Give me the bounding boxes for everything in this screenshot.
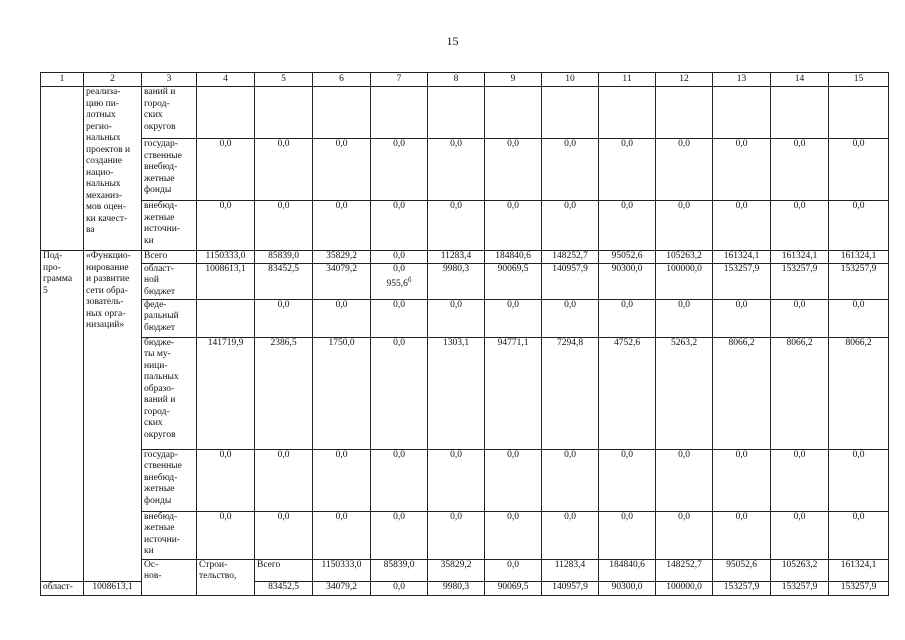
source-label: Всего bbox=[255, 559, 313, 581]
source-label: ваний и город- ских округов bbox=[142, 87, 197, 139]
source-label: Всего bbox=[142, 251, 197, 264]
value-cell: 1150333,0 bbox=[197, 251, 255, 264]
value-cell: 0,0 bbox=[656, 511, 713, 559]
page-number: 15 bbox=[446, 34, 459, 48]
column-header: 6 bbox=[313, 73, 371, 87]
column-header: 11 bbox=[599, 73, 656, 87]
value-cell: 0,0 bbox=[542, 201, 599, 251]
value-cell: 0,0 bbox=[713, 299, 771, 337]
value-cell: 0,0 bbox=[371, 581, 428, 595]
table-row bbox=[41, 87, 889, 139]
value-cell: 8066,2 bbox=[713, 337, 771, 449]
value-cell: 1008613,1 bbox=[84, 581, 142, 595]
value-cell: 0,0 bbox=[197, 139, 255, 201]
value-cell: 0,0 bbox=[313, 299, 371, 337]
value-cell: 1750,0 bbox=[313, 337, 371, 449]
name-cell: Строи- тельство, bbox=[197, 559, 255, 595]
value-cell: 161324,1 bbox=[771, 251, 829, 264]
source-label: област- bbox=[41, 581, 84, 595]
source-label: област- ной бюджет bbox=[142, 263, 197, 299]
value-cell: 0,0 bbox=[829, 139, 889, 201]
table-row bbox=[41, 251, 889, 264]
value-cell: 0,0 bbox=[485, 139, 542, 201]
value-cell: 4752,6 bbox=[599, 337, 656, 449]
value-cell: 0,0 bbox=[485, 511, 542, 559]
source-label: внебюд- жетные источни- ки bbox=[142, 201, 197, 251]
value-cell: 35829,2 bbox=[428, 559, 485, 581]
column-header: 12 bbox=[656, 73, 713, 87]
value-cell: 0,0 bbox=[255, 511, 313, 559]
value-cell: 0,0 bbox=[313, 449, 371, 511]
value-cell: 153257,9 bbox=[771, 581, 829, 595]
value-cell: 0,0 bbox=[428, 299, 485, 337]
value-cell bbox=[656, 87, 713, 139]
code-cell bbox=[41, 87, 84, 251]
value-cell: 0,0 bbox=[371, 511, 428, 559]
value-cell: 8066,2 bbox=[829, 337, 889, 449]
value-cell: 5263,2 bbox=[656, 337, 713, 449]
value-cell: 0,0 bbox=[599, 139, 656, 201]
value-cell: 0,0 bbox=[829, 201, 889, 251]
value-cell: 0,0 bbox=[371, 251, 428, 264]
value-cell: 1303,1 bbox=[428, 337, 485, 449]
value-cell: 95052,6 bbox=[599, 251, 656, 264]
column-header: 4 bbox=[197, 73, 255, 87]
table-row bbox=[41, 449, 889, 511]
value-cell: 0,0 bbox=[428, 201, 485, 251]
value-cell: 140957,9 bbox=[542, 581, 599, 595]
source-label: бюдже- ты му- ници- пальных образо- ваний и город- ских округов bbox=[142, 337, 197, 449]
value-cell: 0,0 bbox=[428, 449, 485, 511]
value-cell: 141719,9 bbox=[197, 337, 255, 449]
table-row bbox=[41, 263, 889, 299]
value-cell: 0,0 bbox=[771, 511, 829, 559]
value-cell bbox=[829, 87, 889, 139]
value-cell: 0,0 bbox=[428, 511, 485, 559]
value-cell: 90069,5 bbox=[485, 263, 542, 299]
column-header: 3 bbox=[142, 73, 197, 87]
value-cell bbox=[197, 87, 255, 139]
value-cell: 0,0 bbox=[713, 139, 771, 201]
value-cell bbox=[371, 87, 428, 139]
value-cell: 0,0 bbox=[599, 201, 656, 251]
value-cell: 0,0 bbox=[771, 299, 829, 337]
value-cell: 0,0 bbox=[656, 139, 713, 201]
value-cell: 85839,0 bbox=[255, 251, 313, 264]
table-row bbox=[41, 201, 889, 251]
column-header: 9 bbox=[485, 73, 542, 87]
value-cell: 0,0 bbox=[542, 139, 599, 201]
value-cell: 9980,3 bbox=[428, 581, 485, 595]
value-cell: 0,0 bbox=[829, 299, 889, 337]
value-cell: 0,0 bbox=[656, 449, 713, 511]
value-cell: 0,0 $955,6^б$ bbox=[371, 263, 428, 299]
value-cell: 161324,1 bbox=[829, 559, 889, 581]
value-cell: 0,0 bbox=[771, 449, 829, 511]
value-cell bbox=[428, 87, 485, 139]
value-cell: 90300,0 bbox=[599, 263, 656, 299]
table-row bbox=[41, 559, 889, 581]
code-cell: Под- про- грамма 5 bbox=[41, 251, 84, 582]
value-cell: 153257,9 bbox=[713, 263, 771, 299]
value-cell: 148252,7 bbox=[542, 251, 599, 264]
value-cell bbox=[255, 87, 313, 139]
value-cell bbox=[542, 87, 599, 139]
value-cell: 0,0 bbox=[371, 139, 428, 201]
value-cell bbox=[313, 87, 371, 139]
value-cell: 11283,4 bbox=[428, 251, 485, 264]
column-header: 8 bbox=[428, 73, 485, 87]
value-cell: 0,0 bbox=[197, 201, 255, 251]
value-cell: 0,0 bbox=[255, 201, 313, 251]
column-header: 2 bbox=[84, 73, 142, 87]
value-cell: 11283,4 bbox=[542, 559, 599, 581]
value-cell: 7294,8 bbox=[542, 337, 599, 449]
value-cell: 0,0 bbox=[542, 511, 599, 559]
value-cell: 0,0 bbox=[485, 201, 542, 251]
value-cell: 0,0 bbox=[542, 449, 599, 511]
table-row bbox=[41, 337, 889, 449]
source-label: внебюд- жетные источни- ки bbox=[142, 511, 197, 559]
value-cell: 105263,2 bbox=[771, 559, 829, 581]
table-row bbox=[41, 73, 889, 87]
value-cell: 0,0 bbox=[255, 299, 313, 337]
value-cell: 34079,2 bbox=[313, 263, 371, 299]
value-cell: 184840,6 bbox=[599, 559, 656, 581]
value-cell: 153257,9 bbox=[829, 581, 889, 595]
value-cell: 0,0 bbox=[485, 449, 542, 511]
value-cell: 0,0 bbox=[485, 299, 542, 337]
value-cell bbox=[485, 87, 542, 139]
value-cell: 0,0 bbox=[599, 449, 656, 511]
column-header: 7 bbox=[371, 73, 428, 87]
value-cell: 140957,9 bbox=[542, 263, 599, 299]
value-cell: 0,0 bbox=[713, 201, 771, 251]
value-cell: 0,0 bbox=[313, 511, 371, 559]
value-cell: 0,0 bbox=[542, 299, 599, 337]
column-header: 5 bbox=[255, 73, 313, 87]
value-cell: 0,0 bbox=[713, 449, 771, 511]
budget-table bbox=[40, 72, 889, 596]
value-cell: 148252,7 bbox=[656, 559, 713, 581]
value-cell: 0,0 bbox=[771, 201, 829, 251]
name-cell: реализа- цию пи- лотных регио- нальных проектов и создание нацио- нальных механиз- мов оцен- ки качест- ва bbox=[84, 87, 142, 251]
value-cell: 0,0 bbox=[197, 511, 255, 559]
value-cell bbox=[771, 87, 829, 139]
value-cell bbox=[197, 299, 255, 337]
value-cell: 0,0 bbox=[255, 139, 313, 201]
source-label: государ- ственные внебюд- жетные фонды bbox=[142, 139, 197, 201]
value-cell: 184840,6 bbox=[485, 251, 542, 264]
value-cell: 105263,2 bbox=[656, 251, 713, 264]
column-header: 14 bbox=[771, 73, 829, 87]
value-cell: 0,0 bbox=[829, 449, 889, 511]
value-cell: 83452,5 bbox=[255, 263, 313, 299]
value-cell: 83452,5 bbox=[255, 581, 313, 595]
table-row bbox=[41, 299, 889, 337]
value-cell: 0,0 bbox=[371, 201, 428, 251]
value-cell: 85839,0 bbox=[371, 559, 428, 581]
value-cell: 0,0 bbox=[371, 299, 428, 337]
table-row bbox=[41, 139, 889, 201]
value-cell: 0,0 bbox=[599, 511, 656, 559]
table-row bbox=[41, 511, 889, 559]
name-cell: «Функцио- нирование и развитие сети обра- зователь- ных орга- низаций» bbox=[84, 251, 142, 582]
value-cell: 0,0 bbox=[428, 139, 485, 201]
value-cell: 0,0 bbox=[829, 511, 889, 559]
column-header: 10 bbox=[542, 73, 599, 87]
value-cell: 95052,6 bbox=[713, 559, 771, 581]
value-cell: 35829,2 bbox=[313, 251, 371, 264]
value-cell bbox=[599, 87, 656, 139]
value-cell: 161324,1 bbox=[829, 251, 889, 264]
footnote-value: 955,6 bbox=[386, 279, 408, 290]
value-cell: 153257,9 bbox=[771, 263, 829, 299]
value-cell: 0,0 bbox=[485, 559, 542, 581]
value-cell: 94771,1 bbox=[485, 337, 542, 449]
value-cell: 0,0 bbox=[656, 201, 713, 251]
value-cell bbox=[713, 87, 771, 139]
value-cell: 1008613,1 bbox=[197, 263, 255, 299]
column-header: 1 bbox=[41, 73, 84, 87]
value-cell: 0,0 bbox=[197, 449, 255, 511]
value-cell: 100000,0 bbox=[656, 581, 713, 595]
value-cell: 161324,1 bbox=[713, 251, 771, 264]
value-cell: 0,0 bbox=[371, 449, 428, 511]
value-cell: 1150333,0 bbox=[313, 559, 371, 581]
value-cell: 0,0 bbox=[656, 299, 713, 337]
value-cell: 0,0 bbox=[313, 201, 371, 251]
source-label: государ- ственные внебюд- жетные фонды bbox=[142, 449, 197, 511]
value-cell: 0,0 bbox=[599, 299, 656, 337]
value-cell: 34079,2 bbox=[313, 581, 371, 595]
source-label: феде- ральный бюджет bbox=[142, 299, 197, 337]
value-cell: 90069,5 bbox=[485, 581, 542, 595]
value-cell: 153257,9 bbox=[829, 263, 889, 299]
value-cell: 0,0 bbox=[371, 337, 428, 449]
value-cell: 0,0 bbox=[255, 449, 313, 511]
value-cell: 0,0 bbox=[771, 139, 829, 201]
footnote-marker: б bbox=[407, 276, 412, 284]
value-cell: 90300,0 bbox=[599, 581, 656, 595]
code-cell: Ос- нов- bbox=[142, 559, 197, 595]
column-header: 15 bbox=[829, 73, 889, 87]
value-cell: 153257,9 bbox=[713, 581, 771, 595]
value-cell: 2386,5 bbox=[255, 337, 313, 449]
column-header: 13 bbox=[713, 73, 771, 87]
value-cell: 100000,0 bbox=[656, 263, 713, 299]
value-cell: 9980,3 bbox=[428, 263, 485, 299]
value-cell: 0,0 bbox=[313, 139, 371, 201]
value-cell: 0,0 bbox=[713, 511, 771, 559]
value-cell: 8066,2 bbox=[771, 337, 829, 449]
